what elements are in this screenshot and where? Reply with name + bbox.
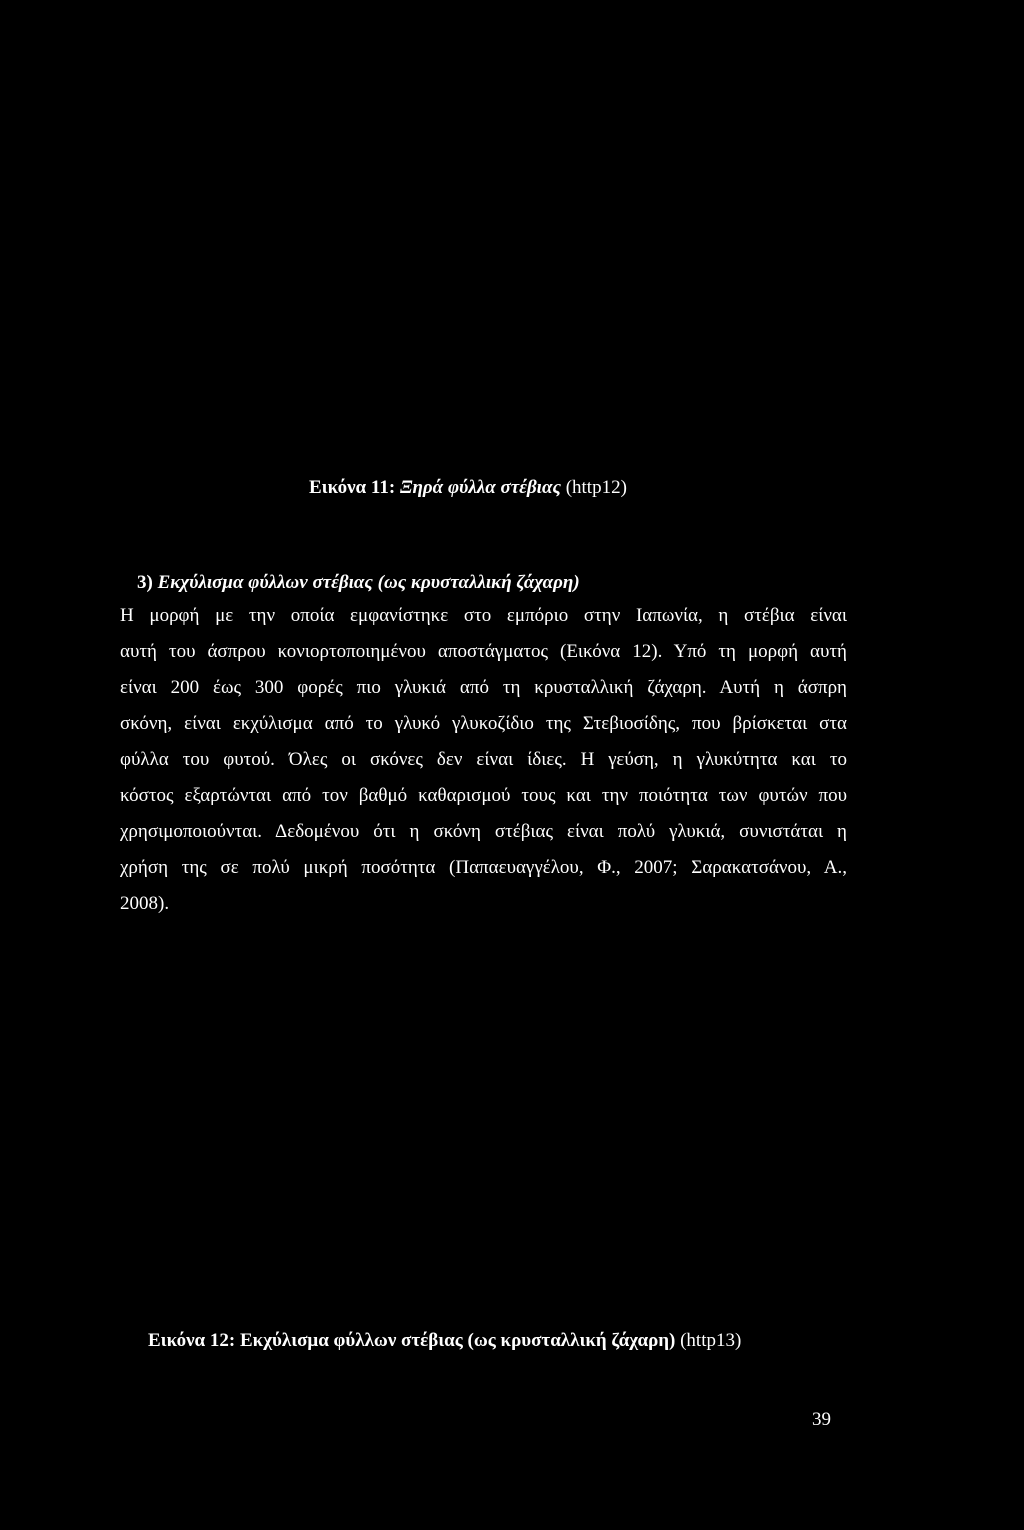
paragraph-line: κόστος εξαρτώνται από τον βαθμό καθαρισμού τους και την ποιότητα των φυτών που [120,785,847,806]
section-number: 3) [137,572,153,593]
figure-11-source: (http12) [565,477,627,498]
paragraph-line: χρησιμοποιούνται. Δεδομένου ότι η σκόνη στέβιας είναι πολύ γλυκιά, συνιστάται η [120,821,847,842]
section-title: Εκχύλισμα φύλλων στέβιας (ως κρυσταλλική ζάχαρη) [157,572,580,593]
section-heading [137,571,580,595]
figure-11-caption [309,476,627,500]
paragraph-line: χρήση της σε πολύ μικρή ποσότητα (Παπαευαγγέλου, Φ., 2007; Σαρακατσάνου, Α., [120,857,847,878]
paragraph-line: Η μορφή με την οποία εμφανίστηκε στο εμπόριο στην Ιαπωνία, η στέβια είναι [120,605,847,626]
figure-11-title: Ξηρά φύλλα στέβιας [399,477,561,498]
figure-12-title: Εκχύλισμα φύλλων στέβιας (ως κρυσταλλική ζάχαρη) [240,1330,676,1351]
paragraph-line: φύλλα του φυτού. Όλες οι σκόνες δεν είναι ίδιες. Η γεύση, η γλυκύτητα και το [120,749,847,770]
figure-12-caption [148,1329,741,1353]
paragraph-line: 2008). [120,893,170,914]
body-paragraph [120,604,847,928]
page-number: 39 [812,1409,831,1430]
figure-12-label: Εικόνα 12: [148,1330,236,1351]
paragraph-line: είναι 200 έως 300 φορές πιο γλυκιά από τη κρυσταλλική ζάχαρη. Αυτή η άσπρη [120,677,847,698]
paragraph-line: αυτή του άσπρου κονιορτοποιημένου αποστάγματος (Εικόνα 12). Υπό τη μορφή αυτή [120,641,847,662]
figure-12-source: (http13) [680,1330,742,1351]
figure-11-label: Εικόνα 11: [309,477,396,498]
paragraph-line: σκόνη, είναι εκχύλισμα από το γλυκό γλυκοζίδιο της Στεβιοσίδης, που βρίσκεται στα [120,713,847,734]
